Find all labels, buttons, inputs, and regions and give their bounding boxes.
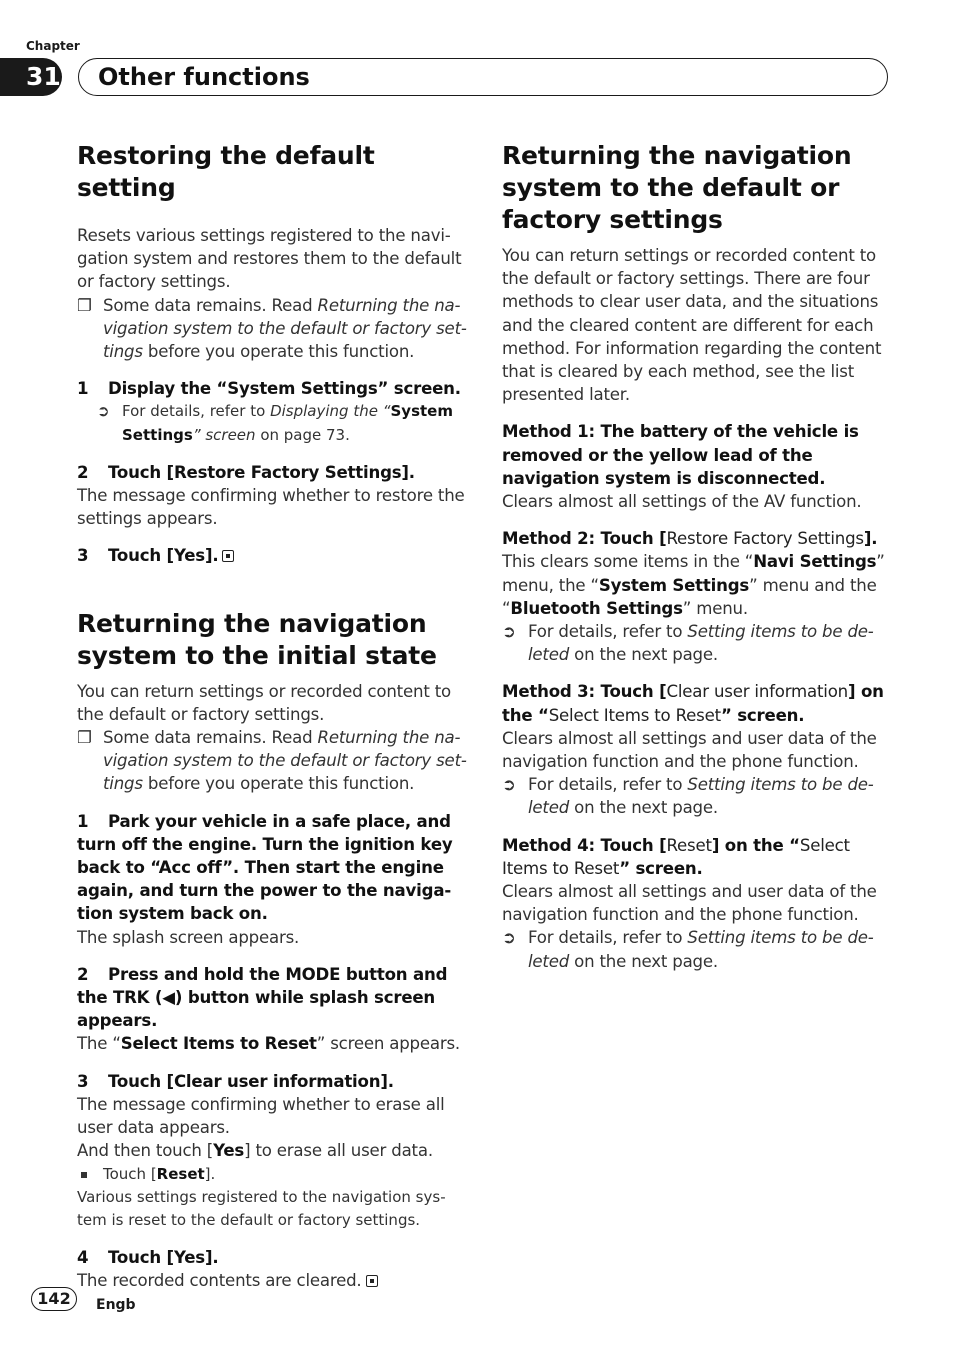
- note-item: ❐ Some data remains. Read Returning the navigation system to the default or factory settings before you operate this function.: [77, 728, 467, 794]
- cross-reference-link: Setting items to be deleted: [528, 622, 874, 665]
- cross-reference-link: Returning the navigation system to the default or factory settings: [103, 728, 467, 794]
- checkbox-icon: ❐: [77, 295, 92, 315]
- reference-item: ➲ For details, refer to Setting items to be deleted on the next page.: [502, 775, 874, 818]
- right-column: [502, 140, 892, 973]
- step-3: 3 Touch [Yes].: [77, 544, 467, 567]
- checkbox-icon: ❐: [77, 728, 92, 748]
- method-2-description: This clears some items in the “Navi Settings” menu, the “System Settings” menu and the “Bluetooth Settings” menu.: [502, 552, 885, 618]
- method-1-description: Clears almost all settings of the AV function.: [502, 492, 862, 512]
- page-number: 142: [31, 1287, 77, 1311]
- chapter-title: Other functions: [98, 63, 310, 91]
- step-2: 2 Press and hold the MODE button and the TRK (◀) button while splash screen appears.: [77, 964, 448, 1031]
- arrow-icon: ➲: [502, 775, 516, 795]
- chapter-label: Chapter: [26, 39, 80, 53]
- section-intro: You can return settings or recorded content to the default or factory settings. There are four methods to clear user data, and the situations and the cleared content are different for each method. For information regarding the content that is cleared by each method, see the list presented later.: [502, 246, 882, 405]
- arrow-icon: ➲: [502, 622, 516, 642]
- method-4-description: Clears almost all settings and user data of the navigation function and the phone function.: [502, 882, 877, 925]
- method-3-description: Clears almost all settings and user data of the navigation function and the phone function.: [502, 728, 877, 772]
- step-3-description: The message confirming whether to erase all user data appears.: [77, 1094, 445, 1138]
- cross-reference-link: Returning the navigation system to the default or factory settings: [103, 295, 467, 362]
- step-1-description: The splash screen appears.: [77, 927, 300, 947]
- sub-step: Touch [Reset].: [77, 1163, 467, 1186]
- step-1: 1 Park your vehicle in a safe place, and turn off the engine. Turn the ignition key back to “Acc off”. Then start the engine again, and turn the power to the navigation system back on.: [77, 811, 453, 924]
- section-intro: Resets various settings registered to the navigation system and restores them to the default or factory settings.: [77, 226, 462, 292]
- step-2: 2 Touch [Restore Factory Settings].: [77, 462, 415, 482]
- note-item: ❐ Some data remains. Read Returning the navigation system to the default or factory settings before you operate this function.: [77, 295, 467, 362]
- left-column: [77, 140, 467, 1293]
- cross-reference-link: Setting items to be deleted: [528, 775, 874, 818]
- method-1-title: Method 1: The battery of the vehicle is removed or the yellow lead of the navigation system is disconnected.: [502, 422, 859, 488]
- reference-item: ➲ For details, refer to Setting items to be deleted on the next page.: [502, 622, 874, 665]
- reference-item: ➲ For details, refer to Displaying the “System Settings” screen on page 73.: [97, 402, 453, 444]
- cross-reference-link: Setting items to be deleted: [528, 928, 874, 971]
- section-title-initial-state: Returning the navigation system to the initial state: [77, 608, 437, 670]
- section-title-restoring: Restoring the default setting: [77, 141, 375, 202]
- method-4-title: Method 4: Touch [Reset] on the “Select Items to Reset” screen.: [502, 835, 850, 878]
- step-3-description-2: And then touch [Yes] to erase all user data.: [77, 1141, 433, 1161]
- step-2-description: The “Select Items to Reset” screen appears.: [77, 1034, 461, 1054]
- step-1: 1 Display the “System Settings” screen.: [77, 379, 461, 399]
- chapter-number: 31: [0, 58, 62, 96]
- method-2-title: Method 2: Touch [Restore Factory Settings].: [502, 529, 878, 549]
- language-code: Engb: [96, 1297, 136, 1313]
- arrow-icon: ➲: [502, 928, 516, 948]
- end-mark-icon: [366, 1275, 378, 1287]
- step-3: 3 Touch [Clear user information].: [77, 1071, 394, 1091]
- square-bullet-icon: [81, 1172, 87, 1178]
- step-4: 4 Touch [Yes].: [77, 1248, 219, 1268]
- reference-item: ➲ For details, refer to Setting items to be deleted on the next page.: [502, 928, 874, 971]
- step-4-description: The recorded contents are cleared.: [77, 1269, 467, 1292]
- section-intro: You can return settings or recorded content to the default or factory settings.: [77, 681, 451, 724]
- end-mark-icon: [222, 550, 234, 562]
- arrow-icon: ➲: [97, 402, 110, 421]
- sub-step-description: Various settings registered to the navigation system is reset to the default or factory settings.: [77, 1187, 446, 1229]
- step-2-description: The message confirming whether to restore the settings appears.: [77, 486, 465, 529]
- section-title-default-factory: Returning the navigation system to the default or factory settings: [502, 141, 852, 234]
- method-3-title: Method 3: Touch [Clear user information] on the “Select Items to Reset” screen.: [502, 682, 884, 725]
